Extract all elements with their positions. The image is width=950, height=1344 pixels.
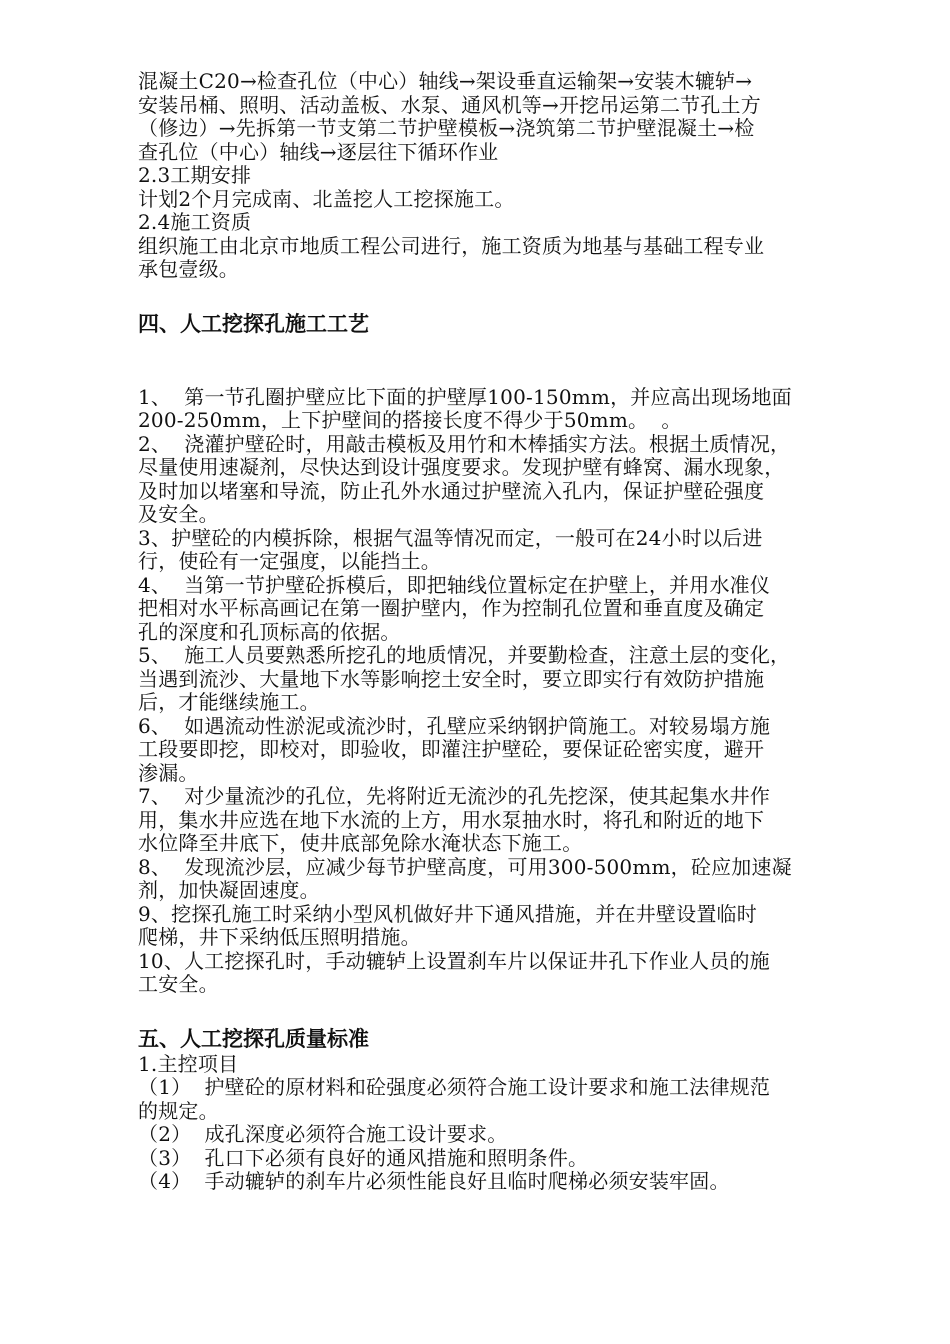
- text-line: 把相对水平标高画记在第一圈护壁内，作为控制孔位置和垂直度及确定: [138, 596, 765, 620]
- section-title: 2.3工期安排: [138, 163, 252, 187]
- text-line: 10、人工挖探孔时，手动辘轳上设置刹车片以保证井孔下作业人员的施: [138, 948, 770, 973]
- text-line: 4、 当第一节护壁砼拆模后，即把轴线位置标定在护壁上，并用水准仪: [138, 572, 771, 597]
- text-line: 剂，加快凝固速度。: [138, 878, 320, 902]
- text-line: 计划2个月完成南、北盖挖人工挖探施工。: [138, 186, 515, 211]
- text-line: 1、 第一节孔圈护壁应比下面的护壁厚100-150mm，并应高出现场地面: [138, 384, 792, 409]
- text-line: 当遇到流沙、大量地下水等影响挖土安全时，要立即实行有效防护措施: [138, 666, 765, 691]
- text-line: 尽量使用速凝剂，尽快达到设计强度要求。发现护壁有蜂窝、漏水现象，: [138, 455, 785, 479]
- text-line: 2、 浇灌护壁砼时，用敲击模板及用竹和木棒插实方法。根据土质情况，: [138, 431, 791, 456]
- text-line: 用，集水井应选在地下水流的上方，用水泵抽水时，将孔和附近的地下: [138, 807, 765, 832]
- text-line: 1.主控项目: [138, 1051, 239, 1076]
- text-line: 孔的深度和孔顶标高的依据。: [138, 619, 401, 644]
- text-line: 6、 如遇流动性淤泥或流沙时，孔壁应采纳钢护筒施工。对较易塌方施: [138, 713, 771, 738]
- text-line: 后，才能继续施工。: [138, 690, 320, 714]
- section-4-body: [138, 386, 838, 997]
- section-heading-5: 五、人工挖探孔质量标准: [138, 1026, 369, 1051]
- text-line: 承包壹级。: [138, 257, 239, 281]
- intro-paragraph: [138, 70, 838, 164]
- text-line: 及安全。: [138, 502, 219, 526]
- text-line: 7、 对少量流沙的孔位，先将附近无流沙的孔先挖深，使其起集水井作: [138, 784, 771, 808]
- text-line: 3、护壁砼的内模拆除，根据气温等情况而定，一般可在24小时以后进: [138, 525, 763, 550]
- section-5-body: [138, 1053, 838, 1194]
- text-line: （修边）→先拆第一节支第二节护壁模板→浇筑第二节护壁混凝土→检: [138, 116, 755, 140]
- section-2-3: [138, 164, 838, 211]
- text-line: 工安全。: [138, 972, 219, 996]
- text-line: 200-250mm，上下护壁间的搭接长度不得少于50mm。 。: [138, 408, 682, 432]
- text-line: 渗漏。: [138, 760, 199, 785]
- text-line: 行，使砼有一定强度，以能挡土。: [138, 549, 441, 573]
- text-line: 9、挖探孔施工时采纳小型风机做好井下通风措施，并在井壁设置临时: [138, 901, 757, 926]
- text-line: 的规定。: [138, 1098, 219, 1123]
- text-line: （3） 孔口下必须有良好的通风措施和照明条件。: [138, 1145, 589, 1170]
- text-line: 工段要即挖，即校对，即验收，即灌注护壁砼，要保证砼密实度，避开: [138, 737, 765, 761]
- text-line: （2） 成孔深度必须符合施工设计要求。: [138, 1122, 508, 1146]
- text-line: 水位降至井底下，使井底部免除水淹状态下施工。: [138, 831, 583, 855]
- text-line: （1） 护壁砼的原材料和砼强度必须符合施工设计要求和施工法律规范: [138, 1075, 771, 1099]
- section-heading-4: 四、人工挖探孔施工工艺: [138, 311, 369, 336]
- text-line: 爬梯，井下采纳低压照明措施。: [138, 925, 421, 949]
- text-line: 混凝土C20→检查孔位（中心）轴线→架设垂直运输架→安装木辘轳→: [138, 69, 753, 93]
- text-line: 8、 发现流沙层，应减少每节护壁高度，可用300-500mm，砼应加速凝: [138, 854, 792, 879]
- section-title: 2.4施工资质: [138, 210, 252, 234]
- section-2-4: [138, 211, 838, 282]
- text-line: 5、 施工人员要熟悉所挖孔的地质情况，并要勤检查，注意土层的变化，: [138, 643, 791, 667]
- text-line: （4） 手动辘轳的刹车片必须性能良好且临时爬梯必须安装牢固。: [138, 1169, 730, 1193]
- text-line: 及时加以堵塞和导流，防止孔外水通过护壁流入孔内，保证护壁砼强度: [138, 478, 765, 503]
- document-page: [138, 70, 838, 1194]
- text-line: 组织施工由北京市地质工程公司进行，施工资质为地基与基础工程专业: [138, 233, 765, 258]
- text-line: 安装吊桶、照明、活动盖板、水泵、通风机等→开挖吊运第二节孔土方: [138, 92, 761, 117]
- text-line: 查孔位（中心）轴线→逐层往下循环作业: [138, 139, 499, 164]
